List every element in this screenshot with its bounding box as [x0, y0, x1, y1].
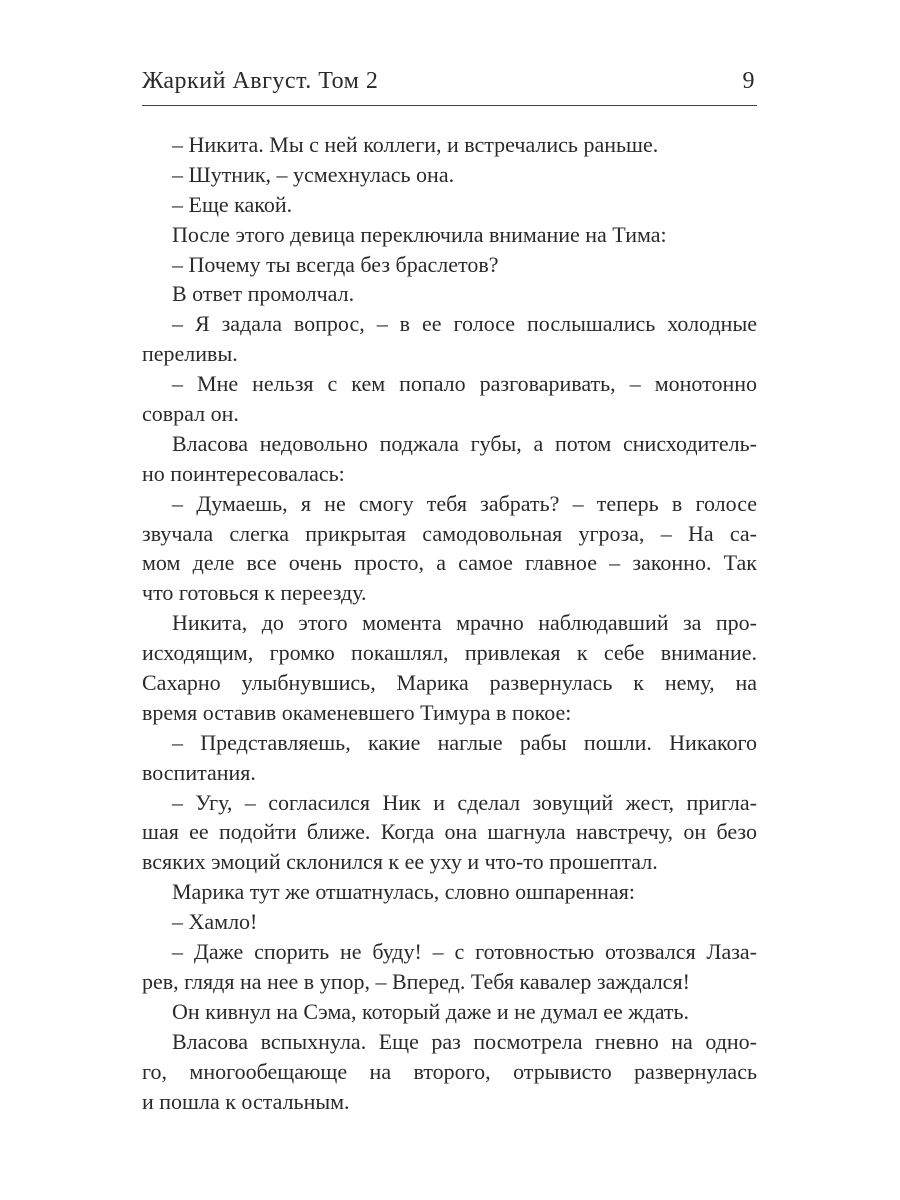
text-line: – Никита. Мы с ней коллеги, и встречались раньше. — [172, 132, 659, 157]
page-number: 9 — [742, 68, 755, 94]
text-line: Власова вспыхнула. Еще раз посмотрела гневно на одно- — [172, 1028, 757, 1054]
text-line: но поинтересовалась: — [142, 460, 345, 486]
header-rule — [142, 105, 757, 106]
text-line: го, многообещающе на второго, отрывисто развернулась — [142, 1058, 757, 1084]
text-line: – Угу, – согласился Ник и сделал зовущий жест, пригла- — [172, 789, 757, 815]
text-line: всяких эмоций склонился к ее уху и что-то прошептал. — [142, 849, 658, 875]
text-line: и пошла к остальным. — [142, 1088, 350, 1114]
text-line: соврал он. — [142, 401, 239, 427]
text-line: мом деле все очень просто, а самое главное – законно. Так — [142, 550, 757, 576]
text-line: Власова недовольно поджала губы, а потом снисходитель- — [172, 430, 757, 456]
text-line: Он кивнул на Сэма, который даже и не думал ее ждать. — [172, 998, 690, 1024]
book-title: Жаркий Август. Том 2 — [142, 68, 379, 94]
text-line: – Еще какой. — [172, 191, 293, 217]
text-line: Никита, до этого момента мрачно наблюдавший за про- — [172, 610, 757, 636]
text-line: шая ее подойти ближе. Когда она шагнула навстречу, он безо — [142, 819, 757, 845]
text-line: – Почему ты всегда без браслетов? — [172, 251, 499, 277]
text-line: – Я задала вопрос, – в ее голосе послышались холодные — [172, 311, 757, 337]
page-text — [142, 130, 757, 1116]
running-header — [142, 68, 757, 98]
text-line: Марика тут же отшатнулась, словно ошпаренная: — [172, 879, 635, 905]
text-line: В ответ промолчал. — [172, 281, 355, 307]
text-line: После этого девица переключила внимание на Тима: — [172, 221, 667, 247]
text-line: – Мне нельзя с кем попало разговаривать, – монотонно — [172, 371, 757, 397]
text-line: переливы. — [142, 341, 238, 367]
text-line: – Представляешь, какие наглые рабы пошли. Никакого — [172, 729, 757, 755]
text-line: – Шутник, – усмехнулась она. — [172, 161, 455, 187]
text-line: Сахарно улыбнувшись, Марика развернулась к нему, на — [142, 670, 757, 696]
text-line: – Хамло! — [172, 909, 258, 935]
text-line: время оставив окаменевшего Тимура в покое: — [142, 699, 572, 725]
text-line: рев, глядя на нее в упор, – Вперед. Тебя кавалер заждался! — [142, 968, 690, 994]
text-line: исходящим, громко покашлял, привлекая к себе внимание. — [142, 640, 757, 666]
text-line: – Даже спорить не буду! – с готовностью отозвался Лаза- — [172, 939, 757, 965]
text-line: звучала слегка прикрытая самодовольная угроза, – На са- — [142, 520, 757, 546]
text-line: что готовься к переезду. — [142, 580, 367, 606]
text-line: воспитания. — [142, 759, 256, 785]
text-line: – Думаешь, я не смогу тебя забрать? – теперь в голосе — [172, 490, 757, 516]
